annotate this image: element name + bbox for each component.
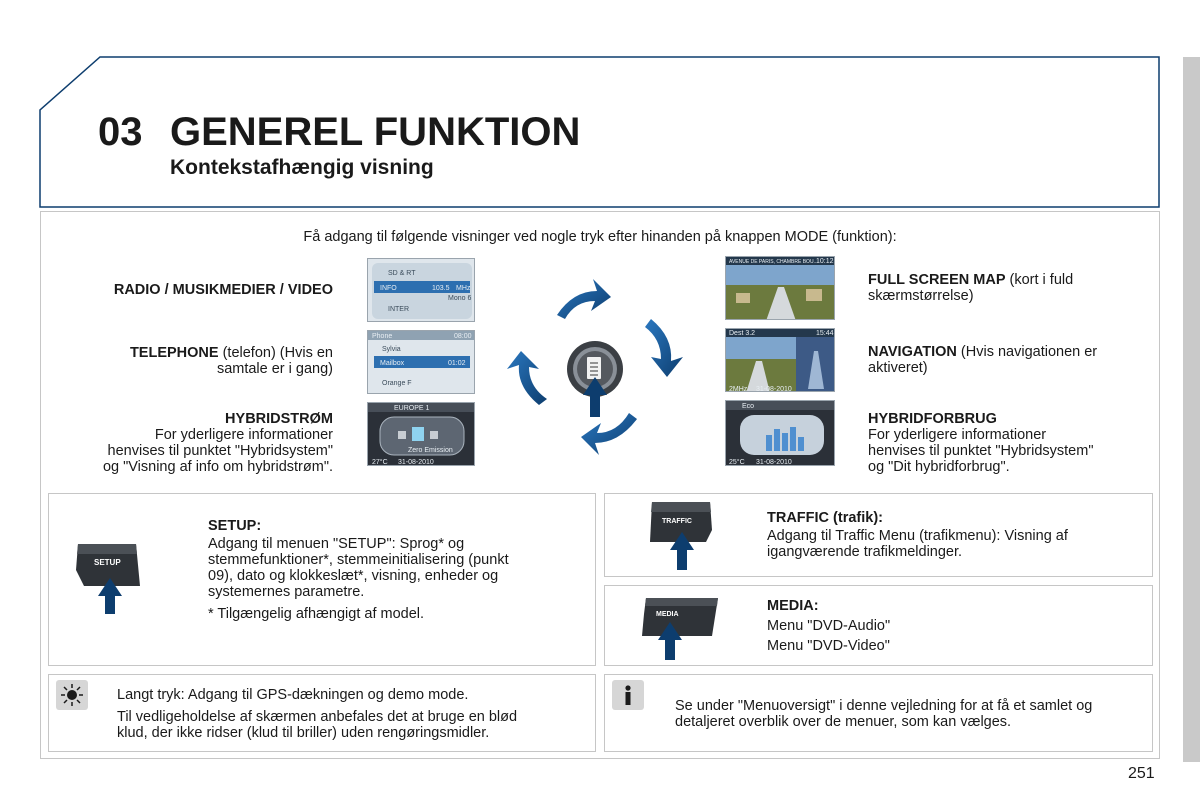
mode-cycle-diagram <box>495 265 695 465</box>
setup-line-3: 09), dato og klokkeslæt*, visning, enheder og <box>208 568 499 584</box>
traffic-line-2: igangværende trafikmeldinger. <box>767 544 963 560</box>
cycle-arrow-left-icon <box>507 351 547 405</box>
label-consumption-text2: henvises til punktet "Hybridsystem" <box>868 443 1094 459</box>
label-navigation <box>868 344 1158 376</box>
setup-line-4: systemernes parametre. <box>208 584 365 600</box>
label-map-text2: skærmstørrelse) <box>868 288 974 304</box>
hybridflow-date: 31-08-2010 <box>398 459 434 466</box>
label-navigation-text2: aktiveret) <box>868 360 928 376</box>
label-map-text1: (kort i fuld <box>1005 272 1074 288</box>
info-icon <box>612 680 644 710</box>
hybridflow-screen <box>367 402 475 466</box>
label-navigation-title: NAVIGATION <box>868 344 957 360</box>
sun-icon <box>56 680 88 710</box>
media-button[interactable] <box>640 594 722 662</box>
cycle-arrow-right-icon <box>645 319 683 377</box>
radio-row2: INFO <box>380 285 397 292</box>
label-hybridflow-title: HYBRIDSTRØM <box>225 411 333 427</box>
radio-row2-freq: 103.5 <box>432 285 450 292</box>
tip-icon-box <box>56 680 88 710</box>
tip-line-2: Til vedligeholdelse af skærmen anbefales det at bruge en blød <box>117 709 518 725</box>
consumption-screen <box>725 400 835 466</box>
label-consumption-title: HYBRIDFORBRUG <box>868 411 997 427</box>
phone-row4: Orange F <box>382 380 412 387</box>
label-consumption-text1: For yderligere informationer <box>868 427 1047 443</box>
traffic-line-1: Adgang til Traffic Menu (trafikmenu): Visning af <box>767 528 1068 544</box>
phone-row2: Sylvia <box>382 346 401 353</box>
label-telephone-title: TELEPHONE <box>129 345 219 361</box>
setup-text <box>208 518 588 622</box>
media-button-label: MEDIA <box>656 611 679 618</box>
map-time: 10:12 <box>816 258 834 265</box>
setup-button-label: SETUP <box>94 558 121 567</box>
info-icon-box <box>612 680 644 710</box>
label-consumption-text3: og "Dit hybridforbrug". <box>868 459 1010 475</box>
label-telephone <box>60 345 333 377</box>
radio-screen <box>367 258 475 322</box>
consumption-date: 31-08-2010 <box>756 459 792 466</box>
hybridflow-label: Zero Emission <box>408 447 453 454</box>
radio-row2-unit: MHz <box>456 285 471 292</box>
mode-icon <box>587 357 601 379</box>
traffic-title: TRAFFIC (trafik): <box>767 510 883 526</box>
radio-row1: SD & RT <box>388 270 416 277</box>
hybridflow-title: EUROPE 1 <box>394 405 430 412</box>
media-title: MEDIA: <box>767 598 819 614</box>
page-number: 251 <box>1128 765 1155 782</box>
phone-screen <box>367 330 475 394</box>
radio-row4: INTER <box>388 306 409 313</box>
label-telephone-text2: samtale er i gang) <box>216 361 333 377</box>
label-hybridflow-text3: og "Visning af info om hybridstrøm". <box>102 459 333 475</box>
side-thumb-bar <box>1183 57 1200 762</box>
setup-line-1: Adgang til menuen "SETUP": Sprog* og <box>208 536 465 552</box>
chapter-number: 03 <box>98 110 143 154</box>
nav-title: Dest 3.2 <box>729 330 756 337</box>
traffic-text <box>767 510 1147 560</box>
tip-line-3: klud, der ikke ridser (klud til briller) uden rengøringsmidler. <box>117 725 490 741</box>
cycle-arrow-bottom-icon <box>581 413 637 455</box>
nav-time: 15:44 <box>816 330 834 337</box>
nav-date: 31-08-2010 <box>756 386 792 392</box>
info-line-2: detaljeret overblik over de menuer, som kan vælges. <box>675 714 1012 730</box>
map-screen <box>725 256 835 320</box>
info-text <box>675 698 1150 730</box>
label-navigation-text1: (Hvis navigationen er <box>956 344 1098 360</box>
hybridflow-status: 27°C <box>372 459 388 466</box>
label-radio-title: RADIO / MUSIKMEDIER / VIDEO <box>113 282 333 298</box>
info-line-1: Se under "Menuoversigt" i denne vejledning for at få et samlet og <box>675 698 1093 714</box>
phone-row3-time: 01:02 <box>448 360 466 367</box>
phone-row3: Mailbox <box>380 360 405 367</box>
media-line-1: Menu "DVD-Audio" <box>767 618 891 634</box>
setup-title: SETUP: <box>208 518 262 534</box>
label-hybridflow-text1: For yderligere informationer <box>154 427 333 443</box>
phone-time: 08:00 <box>454 333 472 340</box>
setup-note: * Tilgængelig afhængigt af model. <box>208 606 425 622</box>
consumption-status: 25°C <box>729 459 745 466</box>
consumption-title: Eco <box>742 403 755 410</box>
nav-screen <box>725 328 835 392</box>
tip-text <box>117 687 587 741</box>
phone-header: Phone <box>372 333 393 340</box>
label-hybridflow-text2: henvises til punktet "Hybridsystem" <box>107 443 333 459</box>
tip-line-1: Langt tryk: Adgang til GPS-dækningen og demo mode. <box>117 687 469 703</box>
label-map-title: FULL SCREEN MAP <box>868 272 1006 288</box>
radio-row3: Mono 6 <box>448 295 472 302</box>
label-radio <box>60 282 333 298</box>
map-title: AVENUE DE PARIS, CHAMBRE BOU... <box>729 259 818 265</box>
setup-line-2: stemmefunktioner*, stemmeinitialisering (punkt <box>208 552 509 568</box>
setup-button[interactable] <box>74 540 144 616</box>
label-hybridflow <box>60 411 333 475</box>
intro-text: Få adgang til følgende visninger ved nogle tryk efter hinanden på knappen MODE (funktion): <box>303 229 897 245</box>
media-line-2: Menu "DVD-Video" <box>767 638 890 654</box>
traffic-button-label: TRAFFIC <box>662 518 692 525</box>
chapter-subtitle: Kontekstafhængig visning <box>170 156 434 179</box>
nav-status: 2MHz <box>729 386 748 392</box>
label-consumption <box>868 411 1158 475</box>
label-telephone-text1: (telefon) (Hvis en <box>218 345 333 361</box>
label-map <box>868 272 1158 304</box>
traffic-button[interactable] <box>646 500 716 572</box>
cycle-arrow-top-icon <box>557 279 611 319</box>
chapter-title: GENEREL FUNKTION <box>170 110 581 154</box>
media-text <box>767 598 1147 654</box>
